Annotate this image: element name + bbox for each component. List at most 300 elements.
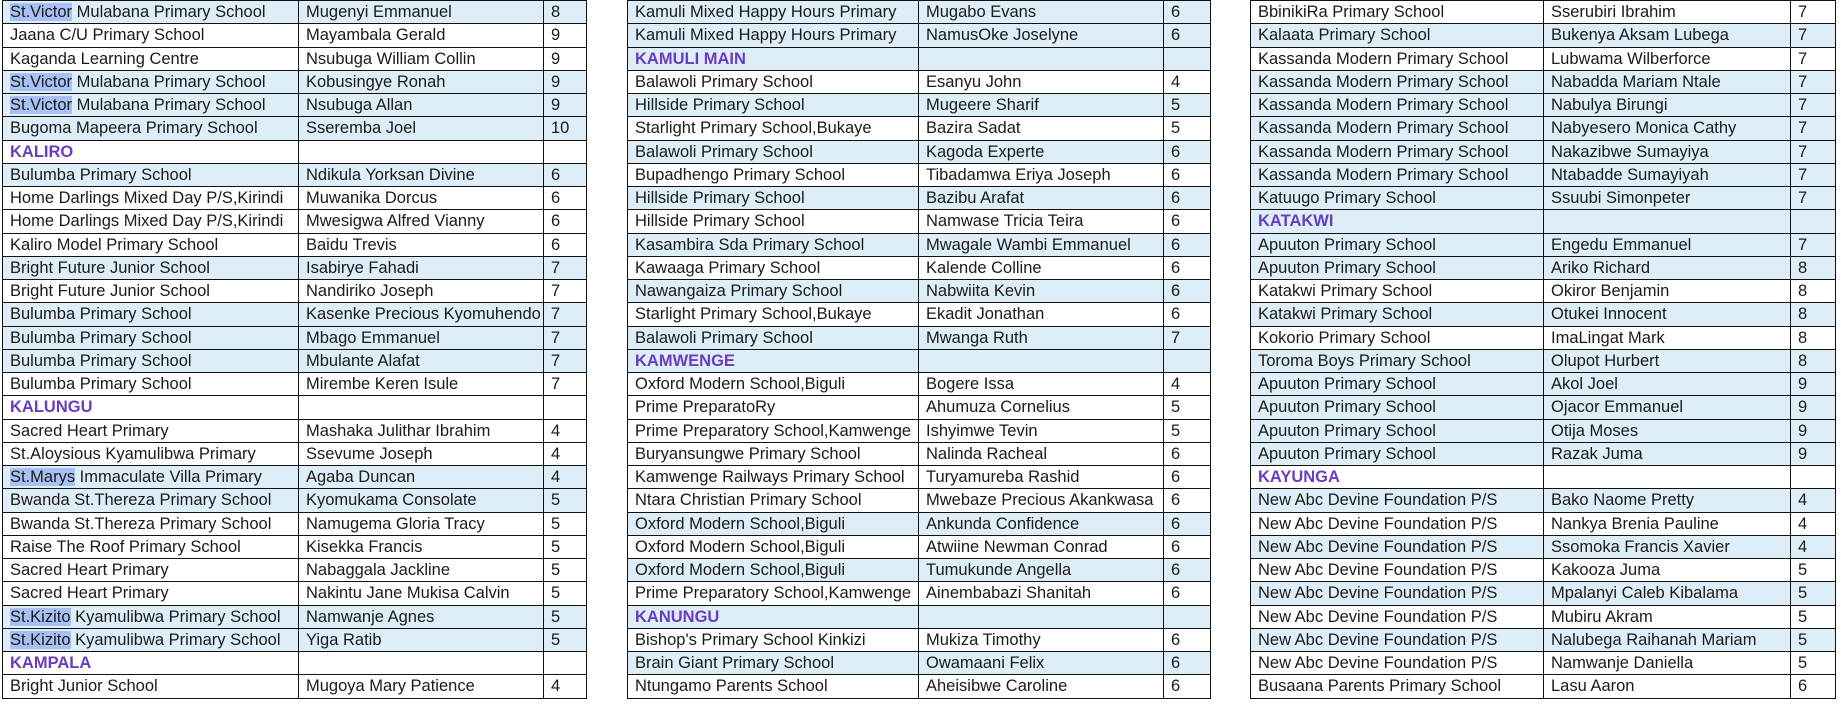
- pupil-cell[interactable]: Mpalanyi Caleb Kibalama: [1544, 582, 1791, 605]
- pupil-cell[interactable]: Otija Moses: [1544, 419, 1791, 442]
- score-cell[interactable]: 6: [1164, 582, 1211, 605]
- pupil-cell[interactable]: Mwanga Ruth: [919, 326, 1164, 349]
- pupil-cell[interactable]: Kasenke Precious Kyomuhendo: [299, 303, 544, 326]
- score-cell[interactable]: 6: [1164, 652, 1211, 675]
- score-cell[interactable]: 7: [1791, 24, 1836, 47]
- region-name-cell[interactable]: [3, 652, 299, 675]
- pupil-cell[interactable]: Nabwiita Kevin: [919, 280, 1164, 303]
- pupil-cell[interactable]: Olupot Hurbert: [1544, 349, 1791, 372]
- score-cell[interactable]: 6: [1164, 1, 1211, 24]
- table-row: [3, 419, 587, 442]
- pupil-cell[interactable]: [919, 349, 1164, 372]
- pupil-cell[interactable]: Nankya Brenia Pauline: [1544, 512, 1791, 535]
- school-cell[interactable]: [1251, 117, 1544, 140]
- region-name-cell[interactable]: [3, 396, 299, 419]
- school-cell[interactable]: [1251, 326, 1544, 349]
- score-cell[interactable]: 6: [544, 187, 587, 210]
- score-cell[interactable]: 7: [544, 373, 587, 396]
- school-cell[interactable]: [3, 187, 299, 210]
- score-cell[interactable]: 9: [544, 47, 587, 70]
- pupil-cell[interactable]: [1544, 210, 1791, 233]
- pupil-cell[interactable]: Aheisibwe Caroline: [919, 675, 1164, 698]
- score-cell[interactable]: 6: [1164, 256, 1211, 279]
- pupil-cell[interactable]: [919, 605, 1164, 628]
- school-cell[interactable]: [628, 140, 919, 163]
- school-cell[interactable]: [628, 652, 919, 675]
- school-cell[interactable]: [3, 256, 299, 279]
- pupil-cell[interactable]: [919, 47, 1164, 70]
- score-cell[interactable]: 6: [1164, 233, 1211, 256]
- score-cell[interactable]: 7: [1791, 163, 1836, 186]
- table-row: [1251, 419, 1836, 442]
- score-cell[interactable]: 6: [544, 163, 587, 186]
- school-cell[interactable]: [628, 559, 919, 582]
- pupil-cell[interactable]: Tumukunde Angella: [919, 559, 1164, 582]
- score-cell[interactable]: 6: [1164, 303, 1211, 326]
- score-cell[interactable]: 5: [1791, 652, 1836, 675]
- score-cell[interactable]: 7: [544, 326, 587, 349]
- score-cell[interactable]: [544, 140, 587, 163]
- school-cell[interactable]: [1251, 535, 1544, 558]
- pupil-cell[interactable]: Agaba Duncan: [299, 466, 544, 489]
- score-cell[interactable]: 6: [1164, 187, 1211, 210]
- score-cell[interactable]: 6: [1164, 512, 1211, 535]
- school-cell[interactable]: [628, 24, 919, 47]
- pupil-cell[interactable]: Nalubega Raihanah Mariam: [1544, 628, 1791, 651]
- score-cell[interactable]: 6: [1164, 675, 1211, 698]
- school-cell[interactable]: [628, 187, 919, 210]
- pupil-cell[interactable]: [299, 652, 544, 675]
- school-cell[interactable]: [628, 512, 919, 535]
- school-cell[interactable]: [1251, 512, 1544, 535]
- pupil-cell[interactable]: Nalinda Racheal: [919, 442, 1164, 465]
- region-name-cell[interactable]: [628, 605, 919, 628]
- pupil-cell[interactable]: Nabulya Birungi: [1544, 94, 1791, 117]
- pupil-cell[interactable]: Bazibu Arafat: [919, 187, 1164, 210]
- pupil-cell[interactable]: Sserubiri Ibrahim: [1544, 1, 1791, 24]
- school-cell[interactable]: [628, 396, 919, 419]
- school-name: Busaana Parents Primary School: [1258, 677, 1502, 696]
- pupil-cell[interactable]: Bako Naome Pretty: [1544, 489, 1791, 512]
- score-cell[interactable]: 6: [1164, 210, 1211, 233]
- score-cell[interactable]: 5: [544, 489, 587, 512]
- pupil-cell[interactable]: Razak Juma: [1544, 442, 1791, 465]
- pupil-cell[interactable]: Nabaggala Jackline: [299, 559, 544, 582]
- school-cell[interactable]: [1251, 489, 1544, 512]
- school-cell[interactable]: [3, 466, 299, 489]
- pupil-cell[interactable]: Mukiza Timothy: [919, 628, 1164, 651]
- school-cell[interactable]: [628, 442, 919, 465]
- pupil-cell[interactable]: Owamaani Felix: [919, 652, 1164, 675]
- score-cell[interactable]: 9: [544, 94, 587, 117]
- pupil-cell[interactable]: Mbulante Alafat: [299, 349, 544, 372]
- pupil-cell[interactable]: Ishyimwe Tevin: [919, 419, 1164, 442]
- school-cell[interactable]: [3, 582, 299, 605]
- pupil-cell[interactable]: Kagoda Experte: [919, 140, 1164, 163]
- score-cell[interactable]: 6: [1164, 489, 1211, 512]
- school-cell[interactable]: [1251, 303, 1544, 326]
- school-cell[interactable]: [628, 303, 919, 326]
- school-cell[interactable]: [628, 280, 919, 303]
- score-cell[interactable]: 4: [544, 675, 587, 698]
- school-name: Hillside Primary School: [635, 96, 805, 115]
- school-name: Kokorio Primary School: [1258, 328, 1431, 347]
- pupil-cell[interactable]: Mwagale Wambi Emmanuel: [919, 233, 1164, 256]
- pupil-cell[interactable]: Nsubuga William Collin: [299, 47, 544, 70]
- score-cell[interactable]: 5: [1164, 94, 1211, 117]
- table-row: [3, 512, 587, 535]
- pupil-cell[interactable]: Namwase Tricia Teira: [919, 210, 1164, 233]
- school-cell[interactable]: [1251, 140, 1544, 163]
- pupil-cell[interactable]: Isabirye Fahadi: [299, 256, 544, 279]
- score-cell[interactable]: 9: [1791, 419, 1836, 442]
- score-cell[interactable]: 6: [1164, 163, 1211, 186]
- pupil-cell[interactable]: Ahumuza Cornelius: [919, 396, 1164, 419]
- score-cell[interactable]: 7: [1791, 117, 1836, 140]
- pupil-cell[interactable]: Bukenya Aksam Lubega: [1544, 24, 1791, 47]
- score-cell[interactable]: 9: [1791, 442, 1836, 465]
- table-row: [628, 70, 1211, 93]
- pupil-cell[interactable]: Namwanje Agnes: [299, 605, 544, 628]
- table-row: [3, 373, 587, 396]
- region-name: KATAKWI: [1258, 212, 1334, 231]
- school-cell[interactable]: [628, 373, 919, 396]
- pupil-cell[interactable]: Nakintu Jane Mukisa Calvin: [299, 582, 544, 605]
- pupil-cell[interactable]: Mugabo Evans: [919, 1, 1164, 24]
- pupil-cell[interactable]: Ekadit Jonathan: [919, 303, 1164, 326]
- table-row: [628, 559, 1211, 582]
- pupil-cell[interactable]: Ankunda Confidence: [919, 512, 1164, 535]
- school-cell[interactable]: [3, 94, 299, 117]
- highlighted-text: St.Marys: [10, 468, 76, 487]
- school-cell[interactable]: [628, 1, 919, 24]
- school-cell[interactable]: [3, 24, 299, 47]
- score-cell[interactable]: 5: [544, 512, 587, 535]
- pupil-cell[interactable]: Okiror Benjamin: [1544, 280, 1791, 303]
- pupil-cell[interactable]: Tibadamwa Eriya Joseph: [919, 163, 1164, 186]
- pupil-cell[interactable]: Mugenyi Emmanuel: [299, 1, 544, 24]
- table-row: [3, 187, 587, 210]
- pupil-cell[interactable]: Bazira Sadat: [919, 117, 1164, 140]
- school-cell[interactable]: [1251, 559, 1544, 582]
- pupil-cell[interactable]: ImaLingat Mark: [1544, 326, 1791, 349]
- school-cell[interactable]: [3, 349, 299, 372]
- pupil-cell[interactable]: Mirembe Keren Isule: [299, 373, 544, 396]
- pupil-cell[interactable]: Ntabadde Sumayiyah: [1544, 163, 1791, 186]
- score-cell[interactable]: 7: [544, 280, 587, 303]
- school-cell[interactable]: [628, 628, 919, 651]
- score-cell[interactable]: 6: [1164, 559, 1211, 582]
- score-cell[interactable]: 5: [1791, 628, 1836, 651]
- pupil-cell[interactable]: Muwanika Dorcus: [299, 187, 544, 210]
- school-name: Kassanda Modern Primary School: [1258, 72, 1509, 91]
- school-cell[interactable]: [628, 466, 919, 489]
- school-cell[interactable]: [1251, 187, 1544, 210]
- school-cell[interactable]: [1251, 396, 1544, 419]
- score-cell[interactable]: 7: [1791, 94, 1836, 117]
- region-name-cell[interactable]: [628, 349, 919, 372]
- score-cell[interactable]: [1791, 210, 1836, 233]
- score-cell[interactable]: [1164, 605, 1211, 628]
- region-name-cell[interactable]: [3, 140, 299, 163]
- table-row: [628, 396, 1211, 419]
- school-cell[interactable]: [3, 326, 299, 349]
- pupil-cell[interactable]: Mwebaze Precious Akankwasa: [919, 489, 1164, 512]
- score-cell[interactable]: [544, 652, 587, 675]
- pupil-cell[interactable]: Lasu Aaron: [1544, 675, 1791, 698]
- table-row: [1251, 582, 1836, 605]
- school-name: Bwanda St.Thereza Primary School: [10, 491, 272, 510]
- score-cell[interactable]: 8: [544, 1, 587, 24]
- school-cell[interactable]: [1251, 605, 1544, 628]
- score-cell[interactable]: 6: [1164, 466, 1211, 489]
- school-cell[interactable]: [628, 489, 919, 512]
- school-cell[interactable]: [1251, 373, 1544, 396]
- score-cell[interactable]: 4: [1164, 373, 1211, 396]
- school-cell[interactable]: [1251, 70, 1544, 93]
- school-cell[interactable]: [3, 442, 299, 465]
- pupil-cell[interactable]: Kisekka Francis: [299, 535, 544, 558]
- region-header-row: [1251, 466, 1836, 489]
- score-cell[interactable]: 7: [1164, 326, 1211, 349]
- score-cell[interactable]: 8: [1791, 349, 1836, 372]
- score-cell[interactable]: 4: [1791, 535, 1836, 558]
- school-cell[interactable]: [3, 47, 299, 70]
- pupil-cell[interactable]: Ndikula Yorksan Divine: [299, 163, 544, 186]
- pupil-cell[interactable]: Mugoya Mary Patience: [299, 675, 544, 698]
- pupil-cell[interactable]: Bogere Issa: [919, 373, 1164, 396]
- pupil-cell[interactable]: Engedu Emmanuel: [1544, 233, 1791, 256]
- school-cell[interactable]: [1251, 652, 1544, 675]
- pupil-cell[interactable]: Ojacor Emmanuel: [1544, 396, 1791, 419]
- score-cell[interactable]: 6: [1791, 675, 1836, 698]
- score-cell[interactable]: 5: [544, 628, 587, 651]
- school-cell[interactable]: [628, 256, 919, 279]
- score-cell[interactable]: 5: [544, 559, 587, 582]
- pupil-cell[interactable]: Nakazibwe Sumayiya: [1544, 140, 1791, 163]
- pupil-cell[interactable]: Mubiru Akram: [1544, 605, 1791, 628]
- school-cell[interactable]: [628, 675, 919, 698]
- school-name: Bulumba Primary School: [10, 165, 192, 184]
- score-cell[interactable]: 7: [544, 256, 587, 279]
- pupil-cell[interactable]: Baidu Trevis: [299, 233, 544, 256]
- table-row: [3, 163, 587, 186]
- score-cell[interactable]: 5: [1791, 605, 1836, 628]
- school-cell[interactable]: [628, 210, 919, 233]
- school-cell[interactable]: [1251, 94, 1544, 117]
- score-cell[interactable]: 5: [1791, 559, 1836, 582]
- pupil-cell[interactable]: Yiga Ratib: [299, 628, 544, 651]
- pupil-cell[interactable]: [299, 396, 544, 419]
- score-cell[interactable]: 5: [1791, 582, 1836, 605]
- region-name-cell[interactable]: [628, 47, 919, 70]
- score-cell[interactable]: 8: [1791, 256, 1836, 279]
- school-cell[interactable]: [1251, 419, 1544, 442]
- region-name-cell[interactable]: [1251, 466, 1544, 489]
- pupil-cell[interactable]: Akol Joel: [1544, 373, 1791, 396]
- school-cell[interactable]: [3, 233, 299, 256]
- score-cell[interactable]: 7: [1791, 1, 1836, 24]
- score-cell[interactable]: 5: [1164, 117, 1211, 140]
- pupil-cell[interactable]: Mashaka Julithar Ibrahim: [299, 419, 544, 442]
- pupil-cell[interactable]: Namugema Gloria Tracy: [299, 512, 544, 535]
- school-cell[interactable]: [3, 419, 299, 442]
- school-cell[interactable]: [3, 373, 299, 396]
- school-cell[interactable]: [628, 117, 919, 140]
- score-cell[interactable]: [1164, 47, 1211, 70]
- school-cell[interactable]: [3, 512, 299, 535]
- pupil-cell[interactable]: NamusOke Joselyne: [919, 24, 1164, 47]
- school-cell[interactable]: [1251, 280, 1544, 303]
- pupil-cell[interactable]: Ainembabazi Shanitah: [919, 582, 1164, 605]
- school-cell[interactable]: [3, 210, 299, 233]
- school-cell[interactable]: [1251, 47, 1544, 70]
- table-row: [628, 582, 1211, 605]
- pupil-cell[interactable]: Esanyu John: [919, 70, 1164, 93]
- school-cell[interactable]: [628, 419, 919, 442]
- pupil-cell[interactable]: Mbago Emmanuel: [299, 326, 544, 349]
- school-name: Kaganda Learning Centre: [10, 49, 199, 68]
- pupil-cell[interactable]: Mayambala Gerald: [299, 24, 544, 47]
- score-cell[interactable]: 6: [1164, 535, 1211, 558]
- score-cell[interactable]: [1791, 466, 1836, 489]
- table-row: [3, 94, 587, 117]
- score-cell[interactable]: 5: [544, 605, 587, 628]
- score-cell[interactable]: [544, 396, 587, 419]
- table-row: [3, 210, 587, 233]
- school-cell[interactable]: [1251, 24, 1544, 47]
- pupil-cell[interactable]: Nandiriko Joseph: [299, 280, 544, 303]
- pupil-cell[interactable]: Nabyesero Monica Cathy: [1544, 117, 1791, 140]
- school-cell[interactable]: [3, 1, 299, 24]
- pupil-cell[interactable]: Ariko Richard: [1544, 256, 1791, 279]
- school-cell[interactable]: [3, 70, 299, 93]
- score-cell[interactable]: 4: [1164, 70, 1211, 93]
- pupil-cell[interactable]: Turyamureba Rashid: [919, 466, 1164, 489]
- pupil-cell[interactable]: Nabadda Mariam Ntale: [1544, 70, 1791, 93]
- school-cell[interactable]: [3, 280, 299, 303]
- score-cell[interactable]: 5: [544, 535, 587, 558]
- school-cell[interactable]: [1251, 1, 1544, 24]
- score-cell[interactable]: 4: [544, 442, 587, 465]
- school-cell[interactable]: [628, 163, 919, 186]
- pupil-cell[interactable]: [1544, 466, 1791, 489]
- score-cell[interactable]: 6: [1164, 280, 1211, 303]
- score-cell[interactable]: 6: [1164, 442, 1211, 465]
- results-table-middle: [627, 0, 1211, 699]
- score-cell[interactable]: 5: [544, 582, 587, 605]
- score-cell[interactable]: 4: [544, 419, 587, 442]
- school-name: Kawaaga Primary School: [635, 258, 821, 277]
- school-cell[interactable]: [1251, 628, 1544, 651]
- school-cell[interactable]: [1251, 582, 1544, 605]
- pupil-cell[interactable]: Ssevume Joseph: [299, 442, 544, 465]
- table-row: [1251, 489, 1836, 512]
- table-row: [628, 442, 1211, 465]
- score-cell[interactable]: 7: [544, 303, 587, 326]
- score-cell[interactable]: 7: [1791, 70, 1836, 93]
- score-cell[interactable]: 7: [544, 349, 587, 372]
- score-cell[interactable]: 6: [1164, 24, 1211, 47]
- school-cell[interactable]: [628, 582, 919, 605]
- school-name: Starlight Primary School,Bukaye: [635, 305, 872, 324]
- score-cell[interactable]: [1164, 349, 1211, 372]
- school-cell[interactable]: [3, 675, 299, 698]
- score-cell[interactable]: 5: [1164, 419, 1211, 442]
- score-cell[interactable]: 8: [1791, 326, 1836, 349]
- score-cell[interactable]: 9: [544, 24, 587, 47]
- school-cell[interactable]: [1251, 675, 1544, 698]
- pupil-cell[interactable]: Mugeere Sharif: [919, 94, 1164, 117]
- pupil-cell[interactable]: Ssomoka Francis Xavier: [1544, 535, 1791, 558]
- score-cell[interactable]: 10: [544, 117, 587, 140]
- score-cell[interactable]: 6: [544, 210, 587, 233]
- table-row: [628, 163, 1211, 186]
- school-cell[interactable]: [3, 535, 299, 558]
- score-cell[interactable]: 9: [544, 70, 587, 93]
- score-cell[interactable]: 9: [1791, 396, 1836, 419]
- pupil-cell[interactable]: Kalende Colline: [919, 256, 1164, 279]
- score-cell[interactable]: 4: [1791, 489, 1836, 512]
- score-cell[interactable]: 7: [1791, 233, 1836, 256]
- school-cell[interactable]: [628, 233, 919, 256]
- score-cell[interactable]: 7: [1791, 140, 1836, 163]
- school-cell[interactable]: [628, 94, 919, 117]
- pupil-cell[interactable]: Namwanje Daniella: [1544, 652, 1791, 675]
- pupil-cell[interactable]: Lubwama Wilberforce: [1544, 47, 1791, 70]
- school-cell[interactable]: [3, 628, 299, 651]
- pupil-cell[interactable]: Nsubuga Allan: [299, 94, 544, 117]
- school-cell[interactable]: [3, 605, 299, 628]
- pupil-cell[interactable]: Ssuubi Simonpeter: [1544, 187, 1791, 210]
- region-name-cell[interactable]: [1251, 210, 1544, 233]
- school-cell[interactable]: [3, 163, 299, 186]
- school-cell[interactable]: [3, 489, 299, 512]
- score-cell[interactable]: 4: [1791, 512, 1836, 535]
- score-cell[interactable]: 6: [544, 233, 587, 256]
- school-cell[interactable]: [1251, 233, 1544, 256]
- school-cell[interactable]: [628, 70, 919, 93]
- score-cell[interactable]: 5: [1164, 396, 1211, 419]
- school-cell[interactable]: [1251, 163, 1544, 186]
- school-cell[interactable]: [1251, 442, 1544, 465]
- school-cell[interactable]: [1251, 349, 1544, 372]
- pupil-cell[interactable]: Otukei Innocent: [1544, 303, 1791, 326]
- school-cell[interactable]: [1251, 256, 1544, 279]
- school-cell[interactable]: [628, 326, 919, 349]
- score-cell[interactable]: 7: [1791, 47, 1836, 70]
- pupil-cell[interactable]: [299, 140, 544, 163]
- school-cell[interactable]: [628, 535, 919, 558]
- school-cell[interactable]: [3, 303, 299, 326]
- pupil-cell[interactable]: Mwesigwa Alfred Vianny: [299, 210, 544, 233]
- score-cell[interactable]: 6: [1164, 140, 1211, 163]
- table-row: [628, 675, 1211, 698]
- pupil-cell[interactable]: Kakooza Juma: [1544, 559, 1791, 582]
- score-cell[interactable]: 6: [1164, 628, 1211, 651]
- school-cell[interactable]: [3, 117, 299, 140]
- score-cell[interactable]: 4: [544, 466, 587, 489]
- pupil-cell[interactable]: Kobusingye Ronah: [299, 70, 544, 93]
- score-cell[interactable]: 8: [1791, 280, 1836, 303]
- pupil-cell[interactable]: Sseremba Joel: [299, 117, 544, 140]
- score-cell[interactable]: 9: [1791, 373, 1836, 396]
- score-cell[interactable]: 8: [1791, 303, 1836, 326]
- pupil-cell[interactable]: Kyomukama Consolate: [299, 489, 544, 512]
- score-cell[interactable]: 7: [1791, 187, 1836, 210]
- pupil-cell[interactable]: Atwiine Newman Conrad: [919, 535, 1164, 558]
- school-cell[interactable]: [3, 559, 299, 582]
